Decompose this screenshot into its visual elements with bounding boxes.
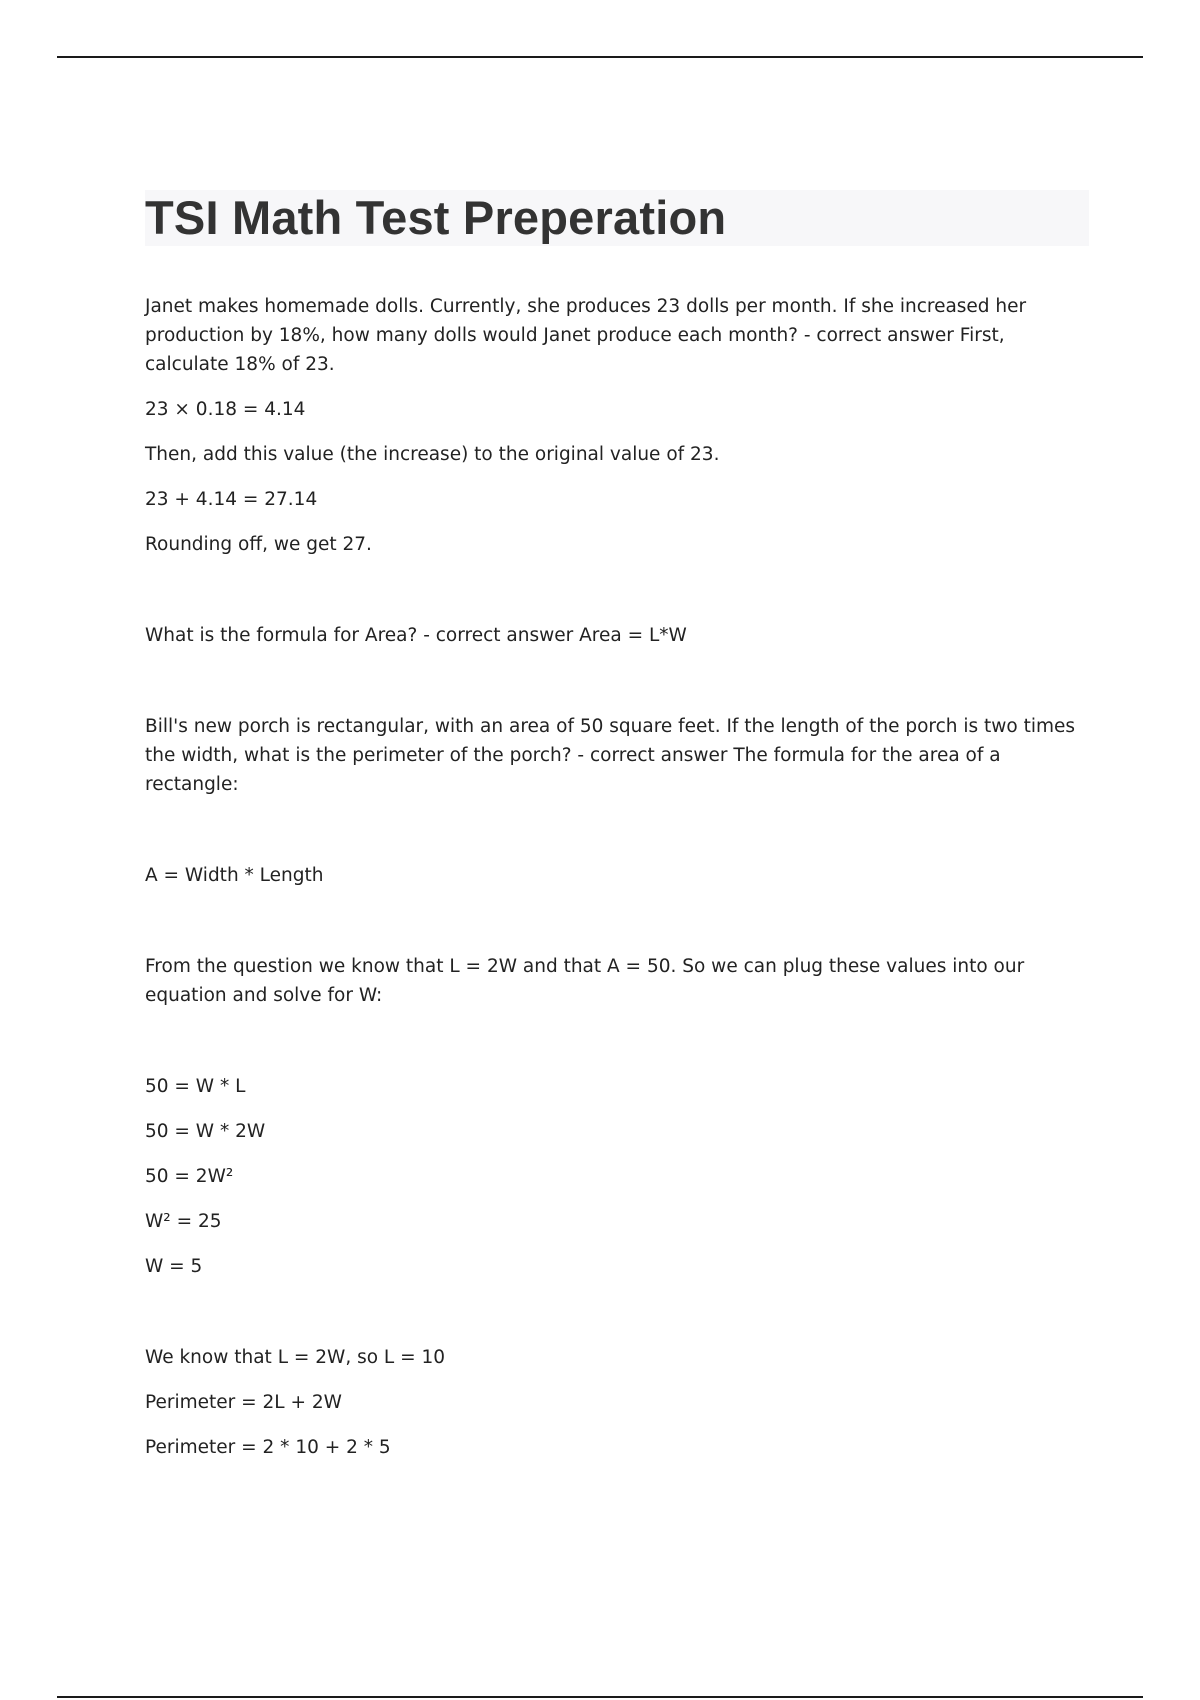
page-title: TSI Math Test Preperation <box>145 191 727 244</box>
equation-line: Perimeter = 2L + 2W <box>145 1392 342 1413</box>
explanation-paragraph: From the question we know that L = 2W and that A = 50. So we can plug these values into our equation and solve for W: <box>145 956 1031 1006</box>
equation-line: 23 × 0.18 = 4.14 <box>145 399 306 420</box>
equation-line: 50 = W * 2W <box>145 1121 266 1142</box>
equation-line: 50 = 2W² <box>145 1166 234 1187</box>
explanation-paragraph: Rounding off, we get 27. <box>145 534 372 555</box>
question-dolls-paragraph: Janet makes homemade dolls. Currently, she produces 23 dolls per month. If she increased her production by 18%, how many dolls would Janet produce each month? - correct answer First, calculate 18% of 23. <box>145 296 1033 375</box>
equation-line: W = 5 <box>145 1256 203 1277</box>
equation-line: Perimeter = 2 * 10 + 2 * 5 <box>145 1437 391 1458</box>
explanation-paragraph: We know that L = 2W, so L = 10 <box>145 1347 446 1368</box>
explanation-paragraph: Then, add this value (the increase) to the original value of 23. <box>145 444 720 465</box>
bottom-rule <box>57 1696 1143 1698</box>
top-rule <box>57 56 1143 58</box>
equation-line: A = Width * Length <box>145 865 324 886</box>
equation-line: 50 = W * L <box>145 1076 246 1097</box>
equation-line: 23 + 4.14 = 27.14 <box>145 489 318 510</box>
equation-line: W² = 25 <box>145 1211 222 1232</box>
document-body <box>145 292 1085 1462</box>
question-area-formula-paragraph: What is the formula for Area? - correct answer Area = L*W <box>145 625 687 646</box>
question-porch-paragraph: Bill's new porch is rectangular, with an area of 50 square feet. If the length of the porch is two times the width, what is the perimeter of the porch? - correct answer The formula for the area of a rectangle: <box>145 716 1081 795</box>
